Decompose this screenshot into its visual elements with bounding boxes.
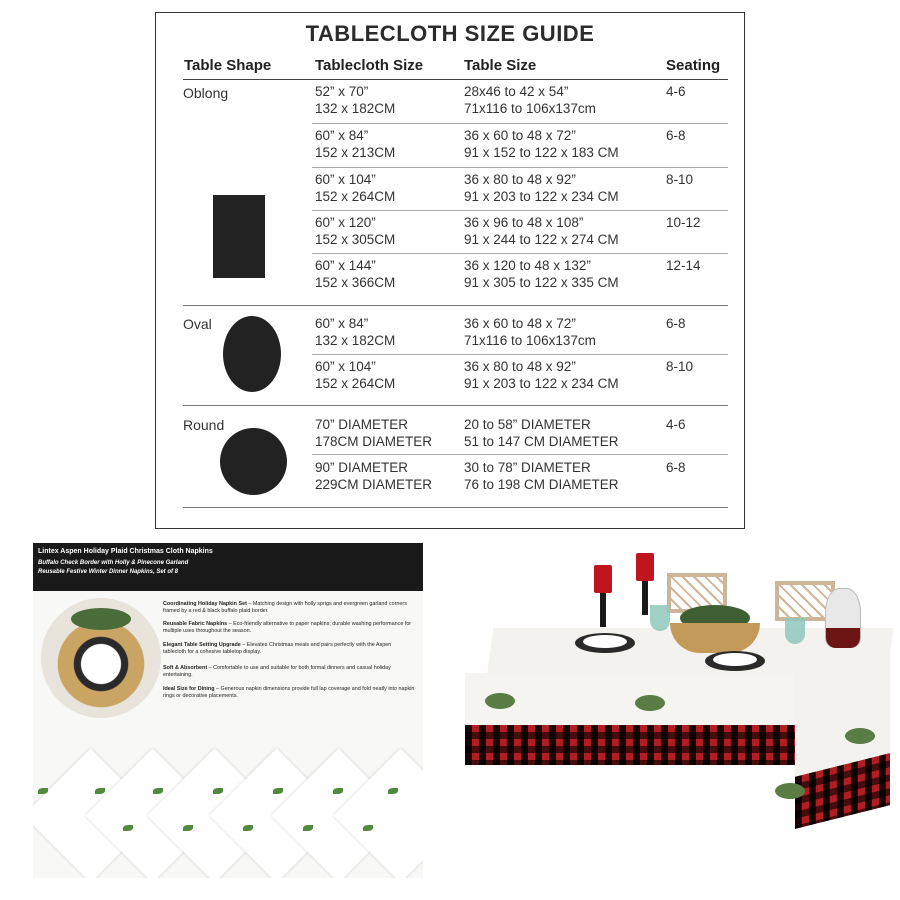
table-row: 60” x 144” 152 x 366CM (315, 258, 396, 290)
oval-shape-icon (223, 316, 281, 392)
feature-item: Elegant Table Setting Upgrade – Elevates Christmas meals and pairs perfectly with the Aspen tablecloth for a cohesive tabletop display. (163, 642, 392, 655)
plate-image (713, 653, 757, 666)
seating-value: 4-6 (666, 417, 686, 432)
holly-leaf-icon (273, 788, 283, 794)
shape-label-round: Round (183, 417, 225, 433)
feature-item: Soft & Absorbent – Comfortable to use and suitable for both formal dinners and casual holiday entertaining. (163, 665, 391, 678)
holly-leaf-icon (213, 788, 223, 794)
plate-image (583, 635, 627, 648)
seating-value: 8-10 (666, 359, 694, 374)
group-divider (183, 405, 728, 406)
table-row: 36 x 80 to 48 x 92” 91 x 203 to 122 x 234 CM (464, 359, 619, 391)
holly-leaf-icon (153, 788, 163, 794)
wine-image (826, 628, 860, 648)
seating-value: 6-8 (666, 460, 686, 475)
goblet-image (650, 605, 670, 631)
napkin-title: Lintex Aspen Holiday Plaid Christmas Cloth Napkins (38, 548, 213, 555)
garland-image (845, 728, 875, 744)
header-table-shape: Table Shape (184, 57, 272, 74)
shape-label-oval: Oval (183, 316, 212, 332)
table-row: 28x46 to 42 x 54” 71x116 to 106x137cm (464, 84, 596, 116)
napkin-subtitle: Reusable Festive Winter Dinner Napkins, Set of 8 (38, 569, 178, 575)
row-divider (312, 454, 728, 455)
row-divider (312, 253, 728, 254)
holly-leaf-icon (363, 825, 373, 831)
napkin-closeup-image (41, 598, 161, 718)
holly-leaf-icon (388, 788, 398, 794)
table-row: 36 x 60 to 48 x 72” 71x116 to 106x137cm (464, 316, 596, 348)
candle-image (636, 553, 654, 581)
napkin-product-panel (33, 543, 423, 878)
size-guide-title: TABLECLOTH SIZE GUIDE (305, 21, 595, 46)
row-divider (312, 167, 728, 168)
seating-value: 12-14 (666, 258, 701, 273)
napkin-banner (33, 543, 423, 591)
seating-value: 6-8 (666, 128, 686, 143)
row-divider (312, 123, 728, 124)
holly-leaf-icon (123, 825, 133, 831)
table-row: 60” x 84” 152 x 213CM (315, 128, 396, 160)
garland-image (775, 783, 805, 799)
row-divider (312, 354, 728, 355)
feature-item: Reusable Fabric Napkins – Eco-friendly alternative to paper napkins; durable washing performance for multiple uses throughout the season. (163, 621, 412, 634)
round-shape-icon (220, 428, 287, 495)
table-row: 20 to 58” DIAMETER 51 to 147 CM DIAMETER (464, 417, 619, 449)
tablecloth-photo (445, 543, 900, 883)
feature-item: Coordinating Holiday Napkin Set – Matching design with holly sprigs and evergreen garland corners framed by a red & black buffalo plaid border. (163, 601, 407, 614)
holly-leaf-icon (183, 825, 193, 831)
header-seating: Seating (666, 57, 721, 74)
size-guide-panel (155, 12, 745, 529)
shape-label-oblong: Oblong (183, 85, 229, 101)
holly-leaf-icon (38, 788, 48, 794)
table-row: 90” DIAMETER 229CM DIAMETER (315, 460, 433, 492)
table-row: 60” x 104” 152 x 264CM (315, 359, 396, 391)
header-tablecloth-size: Tablecloth Size (315, 57, 424, 74)
seating-value: 6-8 (666, 316, 686, 331)
table-row: 70” DIAMETER 178CM DIAMETER (315, 417, 433, 449)
table-row: 36 x 60 to 48 x 72” 91 x 152 to 122 x 183 CM (464, 128, 619, 160)
table-row: 36 x 80 to 48 x 92” 91 x 203 to 122 x 234 CM (464, 172, 619, 204)
group-divider (183, 507, 728, 508)
holly-leaf-icon (243, 825, 253, 831)
oblong-shape-icon (213, 195, 265, 278)
table-row: 52” x 70” 132 x 182CM (315, 84, 396, 116)
table-row: 36 x 120 to 48 x 132” 91 x 305 to 122 x 335 CM (464, 258, 619, 290)
candlestick-image (600, 593, 606, 627)
candle-image (594, 565, 612, 593)
table-row: 60” x 104” 152 x 264CM (315, 172, 396, 204)
holly-leaf-icon (333, 788, 343, 794)
table-row: 30 to 78” DIAMETER 76 to 198 CM DIAMETER (464, 460, 619, 492)
table-row: 36 x 96 to 48 x 108” 91 x 244 to 122 x 274 CM (464, 215, 619, 247)
garland-image (485, 693, 515, 709)
row-divider (312, 210, 728, 211)
seating-value: 8-10 (666, 172, 694, 187)
table-row: 60” x 84” 132 x 182CM (315, 316, 396, 348)
header-divider (183, 79, 728, 80)
napkin-subtitle: Buffalo Check Border with Holly & Pinecone Garland (38, 560, 189, 566)
group-divider (183, 305, 728, 306)
seating-value: 4-6 (666, 84, 686, 99)
holly-leaf-icon (95, 788, 105, 794)
table-row: 60” x 120” 152 x 305CM (315, 215, 396, 247)
feature-item: Ideal Size for Dining – Generous napkin dimensions provide full lap coverage and fold neatly into napkin rings or decorative placements. (163, 686, 415, 699)
seating-value: 10-12 (666, 215, 701, 230)
holly-leaf-icon (303, 825, 313, 831)
buffalo-plaid-border (465, 725, 795, 765)
goblet-image (785, 618, 805, 644)
candlestick-image (642, 581, 648, 615)
garland-image (635, 695, 665, 711)
header-table-size: Table Size (464, 57, 537, 74)
